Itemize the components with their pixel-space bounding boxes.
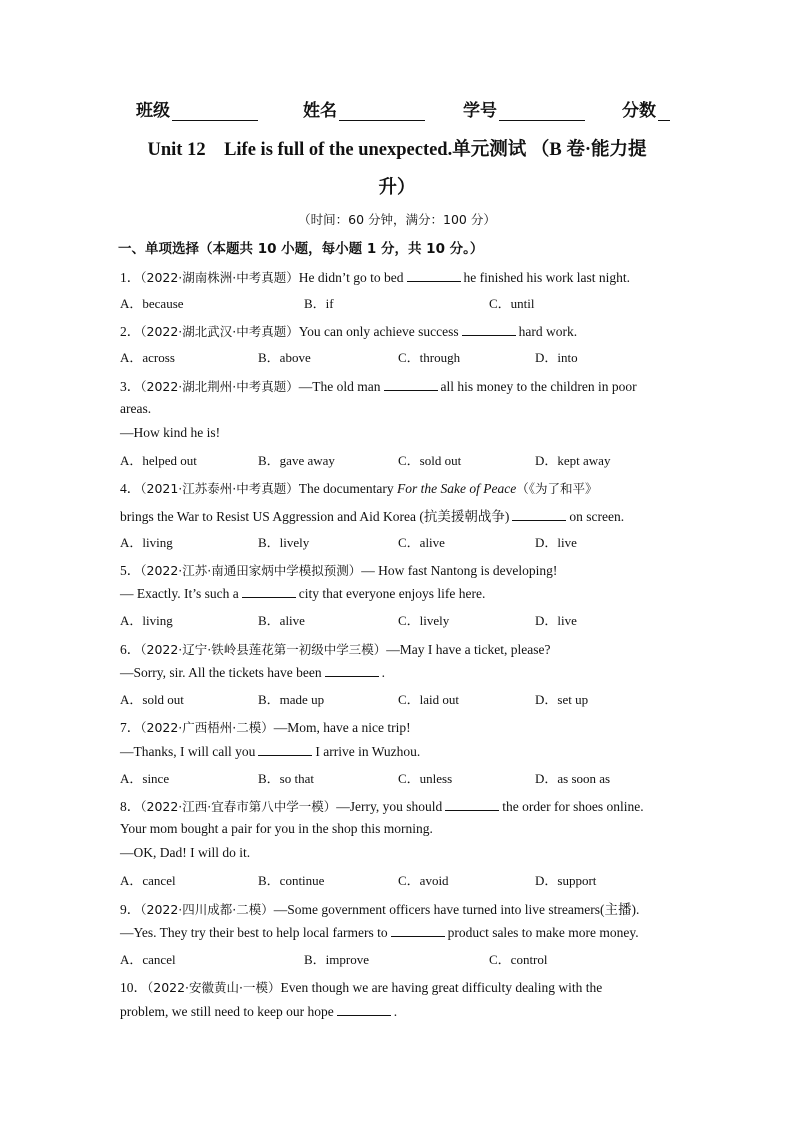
- question-number: 9．: [120, 902, 141, 917]
- question-text: on screen.: [569, 509, 625, 524]
- question-text: —Some government officers have turned into live streamers(主播).: [273, 902, 640, 917]
- answer-blank[interactable]: [512, 508, 566, 521]
- question-number: 5．: [120, 563, 141, 578]
- student-id-label: 学号: [463, 101, 497, 121]
- question-1: [120, 266, 630, 286]
- question-5: [120, 559, 557, 579]
- answer-blank[interactable]: [337, 1003, 391, 1016]
- option-c[interactable]: C．unless: [398, 771, 453, 786]
- answer-blank[interactable]: [445, 798, 499, 811]
- question-6: [120, 638, 550, 658]
- option-c[interactable]: C．until: [489, 296, 535, 311]
- option-b[interactable]: B．continue: [258, 873, 325, 888]
- question-text: brings the War to Resist US Aggression and Aid Korea (抗美援朝战争): [120, 509, 510, 524]
- question-text: city that everyone enjoys life here.: [298, 586, 486, 601]
- question-number: 10．: [120, 980, 147, 995]
- option-d[interactable]: D．as soon as: [535, 771, 611, 786]
- student-id-field[interactable]: [463, 96, 585, 121]
- question-text: —Yes. They try their best to help local farmers to: [120, 925, 388, 940]
- option-c[interactable]: C．sold out: [398, 453, 462, 468]
- option-b[interactable]: B．improve: [304, 952, 369, 967]
- student-info-header: [0, 96, 794, 126]
- question-6-cont: [120, 664, 385, 681]
- question-3: [120, 375, 637, 395]
- question-text: —May I have a ticket, please?: [386, 642, 551, 657]
- option-d[interactable]: D．live: [535, 535, 577, 550]
- option-c[interactable]: C．through: [398, 350, 461, 365]
- question-3-cont: areas.: [120, 401, 152, 416]
- option-c[interactable]: C．laid out: [398, 692, 460, 707]
- option-a[interactable]: A．across: [120, 350, 175, 365]
- option-c[interactable]: C．alive: [398, 535, 445, 550]
- question-source: （2022·湖南株洲·中考真题）: [140, 270, 299, 285]
- film-title: For the Sake of Peace: [396, 481, 517, 496]
- question-source: （2022·湖北武汉·中考真题）: [140, 324, 299, 339]
- question-8: [120, 795, 644, 815]
- question-source: （2022·辽宁·铁岭县莲花第一初级中学三模）: [140, 642, 387, 657]
- question-3-reply: —How kind he is!: [120, 425, 221, 440]
- option-d[interactable]: D．into: [535, 350, 578, 365]
- question-source: （2022·江西·宜春市第八中学一模）: [140, 799, 337, 814]
- question-text: —The old man: [298, 379, 381, 394]
- question-number: 6．: [120, 642, 141, 657]
- option-b[interactable]: B．so that: [258, 771, 314, 786]
- question-text: — How fast Nantong is developing!: [361, 563, 558, 578]
- question-9: [120, 898, 639, 918]
- option-a[interactable]: A．living: [120, 613, 173, 628]
- question-text: product sales to make more money.: [447, 925, 639, 940]
- question-source: （2022·安徽黄山·一模）: [147, 980, 281, 995]
- question-text: .: [393, 1004, 398, 1019]
- question-number: 8．: [120, 799, 141, 814]
- question-8-cont: Your mom bought a pair for you in the shop this morning.: [120, 821, 433, 836]
- option-c[interactable]: C．control: [489, 952, 548, 967]
- question-text: — Exactly. It’s such a: [120, 586, 239, 601]
- question-7: [120, 716, 411, 736]
- option-d[interactable]: D．set up: [535, 692, 589, 707]
- question-4: [120, 477, 597, 497]
- class-label: 班级: [136, 101, 170, 121]
- option-d[interactable]: D．support: [535, 873, 597, 888]
- question-text: —Mom, have a nice trip!: [273, 720, 411, 735]
- question-text: I arrive in Wuzhou.: [315, 744, 421, 759]
- option-b[interactable]: B．if: [304, 296, 334, 311]
- question-8-reply: —OK, Dad! I will do it.: [120, 845, 251, 860]
- question-text: Even though we are having great difficulty dealing with the: [280, 980, 603, 995]
- option-a[interactable]: A．since: [120, 771, 170, 786]
- option-a[interactable]: A．because: [120, 296, 184, 311]
- answer-blank[interactable]: [391, 924, 445, 937]
- question-10-cont: [120, 1003, 397, 1020]
- question-number: 4．: [120, 481, 141, 496]
- option-b[interactable]: B．made up: [258, 692, 325, 707]
- question-source: （2022·四川成都·二模）: [140, 902, 274, 917]
- option-c[interactable]: C．lively: [398, 613, 450, 628]
- name-label: 姓名: [303, 101, 337, 121]
- student-id-blank[interactable]: [499, 101, 585, 121]
- question-text: He didn’t go to bed: [298, 270, 404, 285]
- answer-blank[interactable]: [325, 664, 379, 677]
- page-title-cont: 升）: [378, 178, 416, 198]
- name-field[interactable]: [303, 96, 425, 121]
- question-7-cont: [120, 743, 420, 760]
- question-source: （2022·广西梧州·二模）: [140, 720, 274, 735]
- answer-blank[interactable]: [407, 269, 461, 282]
- answer-blank[interactable]: [384, 378, 438, 391]
- question-2: [120, 320, 577, 340]
- option-a[interactable]: A．cancel: [120, 952, 176, 967]
- question-text: .: [381, 665, 385, 680]
- option-d[interactable]: D．kept away: [535, 453, 611, 468]
- answer-blank[interactable]: [242, 585, 296, 598]
- question-source: （2022·江苏·南通田家炳中学模拟预测）: [140, 563, 362, 578]
- question-text: all his money to the children in poor: [440, 379, 637, 394]
- question-text: —Sorry, sir. All the tickets have been: [120, 665, 322, 680]
- question-text: You can only achieve success: [298, 324, 459, 339]
- question-text: —Jerry, you should: [336, 799, 443, 814]
- option-b[interactable]: B．gave away: [258, 453, 335, 468]
- question-number: 2．: [120, 324, 141, 339]
- option-a[interactable]: A．living: [120, 535, 173, 550]
- option-c[interactable]: C．avoid: [398, 873, 449, 888]
- option-d[interactable]: D．live: [535, 613, 577, 628]
- exam-time-info: （时间：60 分钟，满分：100 分）: [298, 212, 496, 227]
- question-text: hard work.: [518, 324, 578, 339]
- question-source: （2022·湖北荆州·中考真题）: [140, 379, 299, 394]
- question-text: the order for shoes online.: [502, 799, 644, 814]
- option-b[interactable]: B．alive: [258, 613, 305, 628]
- score-blank[interactable]: [658, 101, 670, 121]
- question-number: 7．: [120, 720, 141, 735]
- option-b[interactable]: B．above: [258, 350, 311, 365]
- question-text: —Thanks, I will call you: [120, 744, 256, 759]
- question-text: problem, we still need to keep our hope: [120, 1004, 334, 1019]
- question-5-cont: [120, 585, 485, 602]
- answer-blank[interactable]: [258, 743, 312, 756]
- question-text: （《为了和平》: [516, 481, 598, 496]
- question-4-cont: [120, 505, 624, 525]
- class-field[interactable]: [136, 96, 258, 121]
- option-a[interactable]: A．sold out: [120, 692, 184, 707]
- question-10: [120, 976, 602, 996]
- question-text: he finished his work last night.: [463, 270, 630, 285]
- question-9-cont: [120, 924, 639, 941]
- score-label: 分数: [622, 101, 656, 121]
- page-title: Unit 12 Life is full of the unexpected.单元测试 （B 卷·能力提: [147, 140, 647, 160]
- name-blank[interactable]: [339, 101, 425, 121]
- section-title: 一、单项选择（本题共 10 小题，每小题 1 分，共 10 分。）: [118, 241, 484, 257]
- question-source: （2021·江苏泰州·中考真题）: [140, 481, 299, 496]
- question-text: The documentary: [298, 481, 394, 496]
- option-a[interactable]: A．helped out: [120, 453, 197, 468]
- question-number: 1．: [120, 270, 141, 285]
- score-field[interactable]: [622, 96, 670, 121]
- question-number: 3．: [120, 379, 141, 394]
- answer-blank[interactable]: [462, 323, 516, 336]
- class-blank[interactable]: [172, 101, 258, 121]
- option-b[interactable]: B．lively: [258, 535, 310, 550]
- option-a[interactable]: A．cancel: [120, 873, 176, 888]
